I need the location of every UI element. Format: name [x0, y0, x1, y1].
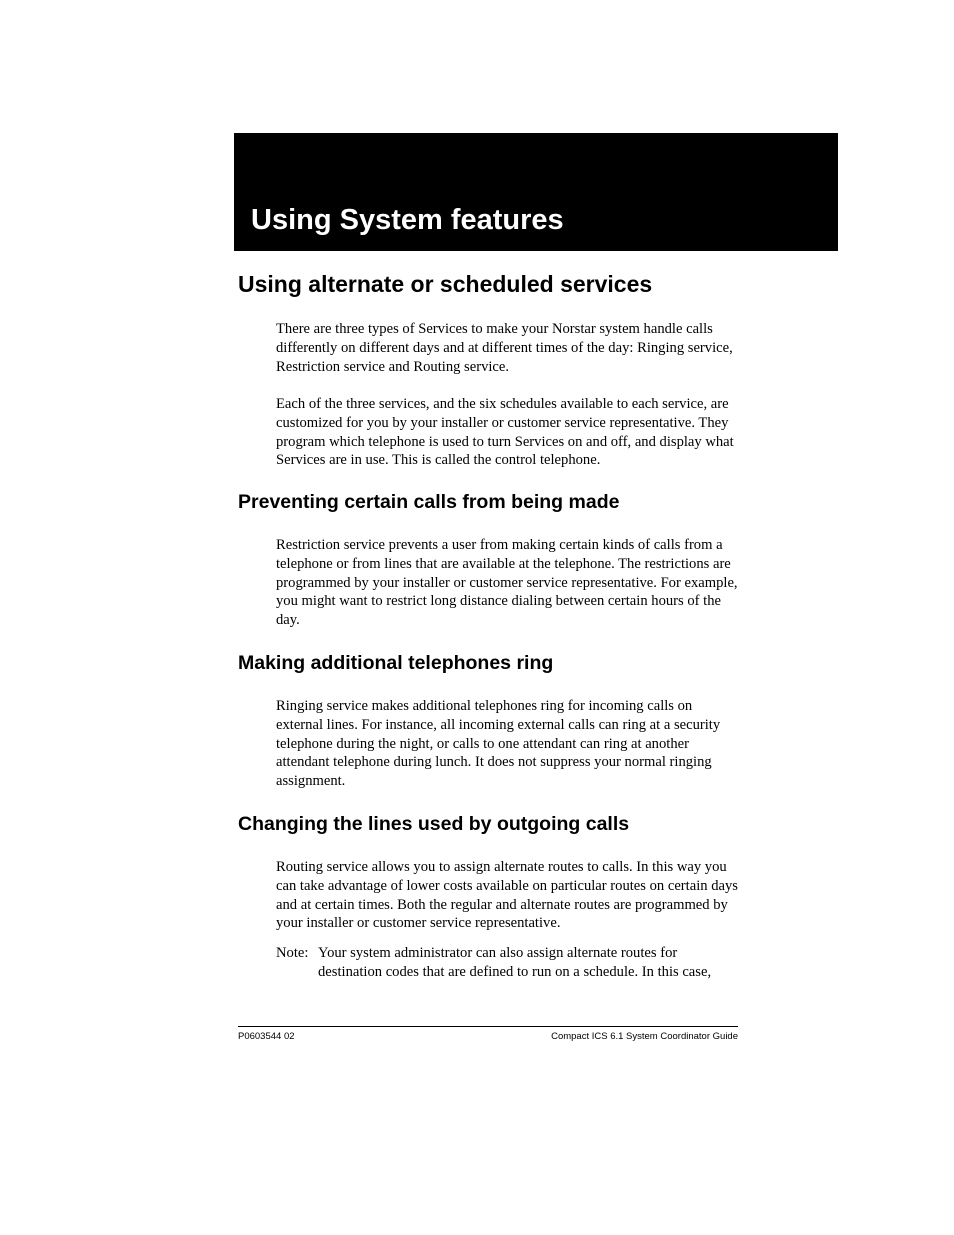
note-text: Your system administrator can also assign alternate routes for destination codes that are defined to run on a schedule. In this case,	[318, 945, 712, 980]
note-label: Note:	[276, 945, 309, 961]
chapter-banner	[234, 133, 838, 251]
paragraph-routing: Routing service allows you to assign alternate routes to calls. In this way you can take advantage of lower costs available on particular routes on certain days and at certain times. Both the regular and alternate routes are programmed by your installer or customer service representative.	[276, 859, 738, 932]
note	[276, 944, 738, 982]
chapter-title: Using System features	[251, 204, 564, 236]
section-heading-ringing: Making additional telephones ring	[238, 652, 554, 674]
paragraph-services-customized: Each of the three services, and the six schedules available to each service, are customized for you by your installer or customer service representative. They program which telephone is used to turn Services on and off, and display what Services are in use. This is called the control telephone.	[276, 396, 734, 469]
paragraph-restriction: Restriction service prevents a user from making certain kinds of calls from a telephone or from lines that are available at the telephone. The restrictions are programmed by your installer or customer service representative. For example, you might want to restrict long distance dialing between certain hours of the day.	[276, 537, 738, 629]
section-heading-routing: Changing the lines used by outgoing calls	[238, 813, 630, 835]
footer-doc-number: P0603544 02	[238, 1031, 295, 1042]
footer-guide-title: Compact ICS 6.1 System Coordinator Guide	[551, 1031, 738, 1042]
paragraph-services-types: There are three types of Services to make your Norstar system handle calls differently on different days and at different times of the day: Ringing service, Restriction service and Routing service.	[276, 321, 733, 375]
section-heading-restriction: Preventing certain calls from being made	[238, 491, 620, 513]
section-heading-alternate-services: Using alternate or scheduled services	[238, 271, 653, 297]
paragraph-ringing: Ringing service makes additional telephones ring for incoming calls on external lines. For instance, all incoming external calls can ring at a security telephone during the night, or calls to one attendant can ring at another attendant telephone during lunch. It does not suppress your normal ringing assignment.	[276, 698, 721, 790]
footer-rule	[238, 1026, 738, 1027]
